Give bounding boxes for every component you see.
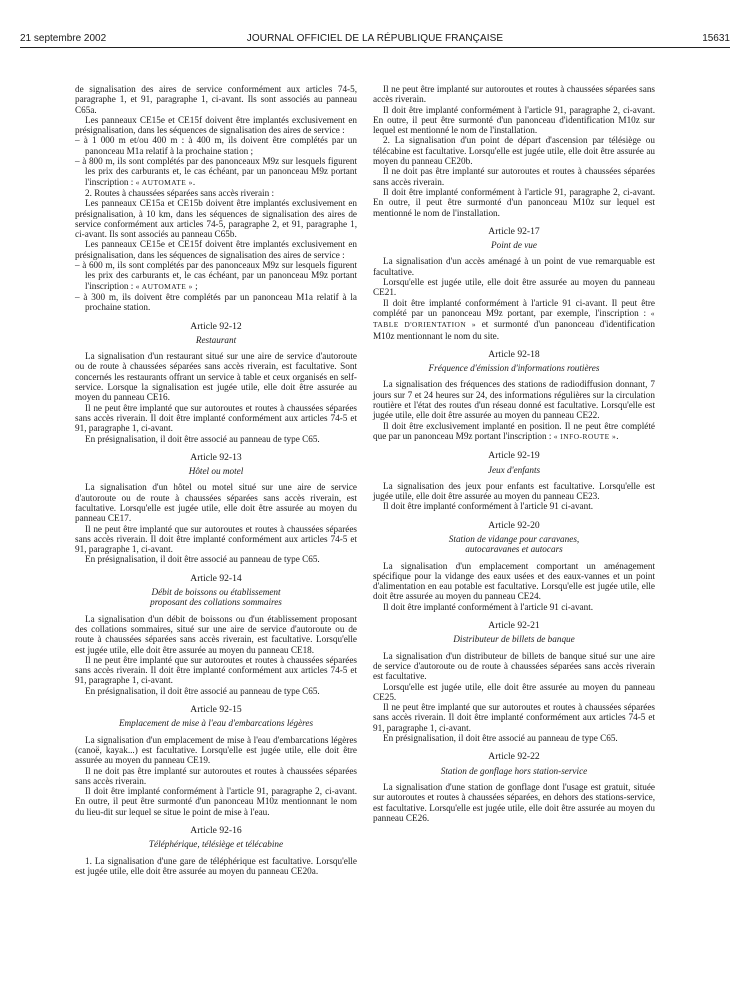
paragraph (373, 298, 655, 341)
article-heading: Article 92-22 (488, 751, 540, 763)
left-column (75, 84, 357, 876)
paragraph: Il ne doit pas être implanté sur autoroutes et routes à chaussées séparées sans accès riverain. (75, 765, 357, 786)
paragraph: Il ne peut être implanté que sur autoroutes et routes à chaussées séparées sans accès riverain. Il doit être implanté conformément aux articles 74-5 et 91, paragraphe 1, ci-avant. (75, 523, 357, 555)
right-column (373, 84, 655, 823)
punctuation: . (616, 430, 619, 441)
paragraph: 2. Routes à chaussées séparées sans accès riverain : (85, 187, 275, 198)
paragraph (373, 421, 655, 443)
paragraph: Il ne peut être implanté que sur autoroutes et routes à chaussées séparées sans accès riverain. Il doit être implanté conformément aux articles 74-5 et 91, paragraphe 1, ci-avant. (373, 702, 655, 733)
punctuation: ; (192, 280, 198, 291)
article-title: Téléphérique, télésiège et télécabine (148, 839, 284, 850)
paragraph: La signalisation d'une station de gonflage dont l'usage est gratuit, située sur autoroutes et routes à chaussées séparées, en dehors des stations-service, est facultative. Lorsqu'elle est jugée utile, elle doit être assurée au moyen du panneau CE26. (373, 781, 655, 823)
article-title: Station de gonflage hors station-service (440, 765, 588, 776)
paragraph: Il ne peut être implanté sur autoroutes et routes à chaussées séparées sans accès riverain. (373, 84, 655, 105)
article-title-line: autocaravanes et autocars (465, 544, 563, 555)
article-heading: Article 92-14 (190, 572, 242, 584)
article-title: Jeux d'enfants (487, 464, 541, 475)
paragraph: En présignalisation, il doit être associé au panneau de type C65. (85, 554, 320, 565)
article-title-line: proposant des collations sommaires (150, 597, 282, 608)
paragraph: Il doit être implanté conformément à l'article 91, paragraphe 2, ci-avant. En outre, il peut être surmonté d'un panonceau M10z sur lequel est mentionné le nom de l'installation. (373, 186, 655, 218)
paragraph: Il doit être implanté conformément à l'article 91 ci-avant. (383, 601, 594, 612)
list-item-text: – à 800 m, ils sont complétés par des panonceaux M9z sur lesquels figurent les prix des carburants et, le cas échéant, par un panonceau M9z portant l'inscription : (75, 156, 357, 187)
paragraph: 2. La signalisation d'un point de départ d'ascension par télésiège ou télécabine est facultative. Lorsqu'elle est jugée utile, elle doit être assurée au moyen du panneau CE20b. (373, 135, 655, 167)
paragraph: Lorsqu'elle est jugée utile, elle doit être assurée au moyen du panneau CE25. (373, 681, 655, 702)
inscription-text: « AUTOMATE » (135, 177, 193, 187)
article-title: Hôtel ou motel (188, 466, 244, 477)
paragraph: Il ne peut être implanté que sur autoroutes et routes à chaussées séparées sans accès riverain. Il doit être implanté conformément aux articles 74-5 et 91, paragraphe 1, ci-avant. (75, 654, 357, 686)
article-title-line: Station de vidange pour caravanes, (448, 533, 580, 544)
article-title: Emplacement de mise à l'eau d'embarcations légères (118, 718, 314, 729)
paragraph: Il doit être implanté conformément à l'article 91, paragraphe 2, ci-avant. En outre, il peut être surmonté d'un panonceau d'identification M10z sur lequel est mentionné le nom de l'installation. (373, 104, 655, 136)
header-journal-title: JOURNAL OFFICIEL DE LA RÉPUBLIQUE FRANÇAISE (246, 33, 504, 44)
inscription-text: « AUTOMATE » (135, 281, 193, 291)
article-heading: Article 92-16 (190, 825, 242, 836)
article-title: Restaurant (195, 334, 237, 345)
paragraph-text: Il doit être exclusivement implanté en position. Il ne peut être complété que par un panonceau M9z portant l'inscription : (373, 420, 655, 441)
punctuation: . (192, 176, 196, 187)
article-title: Fréquence d'émission d'informations routières (428, 363, 600, 374)
article-heading: Article 92-13 (190, 451, 242, 463)
paragraph: 1. La signalisation d'une gare de téléphérique est facultative. Lorsqu'elle est jugée utile, elle doit être assurée au moyen du panneau CE20a. (75, 855, 357, 876)
paragraph: Les panneaux CE15e et CE15f doivent être implantés exclusivement en présignalisation, dans les séquences de signalisation des aires de service : (75, 114, 357, 136)
page-header (20, 33, 730, 47)
header-page-number: 15631 (702, 33, 730, 44)
article-heading: Article 92-18 (488, 348, 540, 360)
paragraph: Les panneaux CE15e et CE15f doivent être implantés exclusivement en présignalisation, dans les séquences de signalisation des aires de service : (75, 239, 357, 260)
paragraph: La signalisation d'un restaurant situé sur une aire de service d'autoroute ou de route à chaussées séparées sans accès riverain, est facultative. Sont concernés les restaurants offrant un service à table et ceux organisés en self-service. Lorsque la signalisation est jugée utile, elle doit être assurée au moyen du panneau CE16. (75, 351, 357, 403)
paragraph: La signalisation d'un emplacement comportant un aménagement spécifique pour la vidange des eaux usées et des eaux-vannes et un point d'alimentation en eau potable est facultative. Lorsqu'elle est jugée utile, elle doit être assurée au moyen du panneau CE24. (373, 560, 655, 602)
article-title-line: Débit de boissons ou établissement (151, 587, 281, 598)
list-item: – à 1 000 m et/ou 400 m : à 400 m, ils doivent être complétés par un panonceau M1a relatif à la prochaine station ; (75, 135, 357, 156)
list-item (75, 156, 357, 188)
paragraph: Lorsqu'elle est jugée utile, elle doit être assurée au moyen du panneau CE21. (373, 277, 655, 298)
article-heading: Article 92-12 (190, 320, 242, 332)
paragraph: La signalisation d'un hôtel ou motel situé sur une aire de service d'autoroute ou de route à chaussées séparées sans accès riverain, est facultative. Lorsqu'elle est jugée utile, elle doit être assurée au moyen du panneau CE17. (75, 482, 357, 524)
article-heading: Article 92-17 (488, 225, 540, 237)
paragraph: Il doit être implanté conformément à l'article 91, paragraphe 2, ci-avant. En outre, il peut être surmonté d'un panonceau M10z mentionnant le nom du lieu-dit sur lequel se situe le point de mise à l'eau. (75, 786, 357, 817)
paragraph: La signalisation des fréquences des stations de radiodiffusion donnant, 7 jours sur 7 et 24 heures sur 24, des informations régulières sur la circulation routière et l'état des routes d'un réseau donné est facultative. Lorsqu'elle est jugée utile, elle doit être assurée au moyen du panneau CE22. (373, 379, 655, 421)
paragraph: La signalisation d'un accès aménagé à un point de vue remarquable est facultative. (373, 256, 655, 277)
list-item (75, 260, 357, 292)
paragraph: La signalisation d'un distributeur de billets de banque situé sur une aire de service d'autoroute ou de route à chaussées séparées sans accès riverain est facultative. (373, 650, 655, 682)
paragraph: Il ne peut être implanté que sur autoroutes et routes à chaussées séparées sans accès riverain. Il doit être implanté conformément aux articles 74-5 et 91, paragraphe 1, ci-avant. (75, 402, 357, 434)
article-title: Distributeur de billets de banque (453, 634, 575, 645)
paragraph-text: et surmonté d'un panonceau d'identification M10z mentionnant le nom du site. (373, 319, 655, 341)
paragraph: La signalisation des jeux pour enfants est facultative. Lorsqu'elle est jugée utile, elle doit être assurée au moyen du panneau CE23. (373, 480, 655, 502)
article-heading: Article 92-20 (488, 519, 540, 531)
paragraph: La signalisation d'un emplacement de mise à l'eau d'embarcations légères (canoë, kayak...) est facultative. Lorsqu'elle est jugée utile, elle doit être assurée au moyen du panneau CE19. (75, 734, 357, 766)
paragraph: En présignalisation, il doit être associé au panneau de type C65. (383, 733, 618, 744)
header-rule (20, 47, 730, 48)
article-heading: Article 92-21 (488, 620, 540, 632)
paragraph-text: Il doit être implanté conformément à l'article 91 ci-avant. Il peut être complété par un panonceau M9z portant, par exemple, l'inscription : (373, 297, 655, 318)
article-heading: Article 92-15 (190, 704, 242, 716)
inscription-text: « INFO-ROUTE » (553, 431, 617, 441)
paragraph: de signalisation des aires de service conformément aux articles 74-5, paragraphe 1, et 91, paragraphe 1, ci-avant. Ils sont associés au panneau C65a. (75, 84, 357, 115)
article-title: Point de vue (491, 240, 537, 251)
article-title (75, 587, 357, 608)
paragraph: En présignalisation, il doit être associé au panneau de type C65. (85, 685, 320, 696)
article-heading: Article 92-19 (488, 450, 540, 462)
header-date: 21 septembre 2002 (20, 33, 107, 44)
inscription-text: « TABLE D'ORIENTATION » (373, 308, 655, 330)
paragraph: Il doit être implanté conformément à l'article 91 ci-avant. (383, 501, 594, 512)
article-title (373, 534, 655, 555)
paragraph: En présignalisation, il doit être associé au panneau de type C65. (85, 433, 320, 444)
paragraph: Les panneaux CE15a et CE15b doivent être implantés exclusivement en présignalisation, à 10 km, dans les séquences de signalisation des aires de service conformément aux articles 74-5, paragraphe 2, et 91, paragraphe 1, ci-avant. Ils sont associés au panneau C65b. (75, 198, 357, 240)
paragraph: Il ne doit pas être implanté sur autoroutes et routes à chaussées séparées sans accès riverain. (373, 166, 655, 187)
list-item-text: – à 600 m, ils sont complétés par des panonceaux M9z sur lesquels figurent les prix des carburants et, le cas échéant, par un panonceau M9z portant l'inscription : (75, 260, 357, 291)
list-item: – à 300 m, ils doivent être complétés par un panonceau M1a relatif à la prochaine station. (75, 291, 357, 313)
paragraph: La signalisation d'un débit de boissons ou d'un établissement proposant des collations sommaires, situé sur une aire de service d'autoroute ou de route à chaussées séparées sans accès riverain, est facultative. Lorsqu'elle est jugée utile, elle doit être assurée au moyen du panneau CE18. (75, 613, 357, 655)
